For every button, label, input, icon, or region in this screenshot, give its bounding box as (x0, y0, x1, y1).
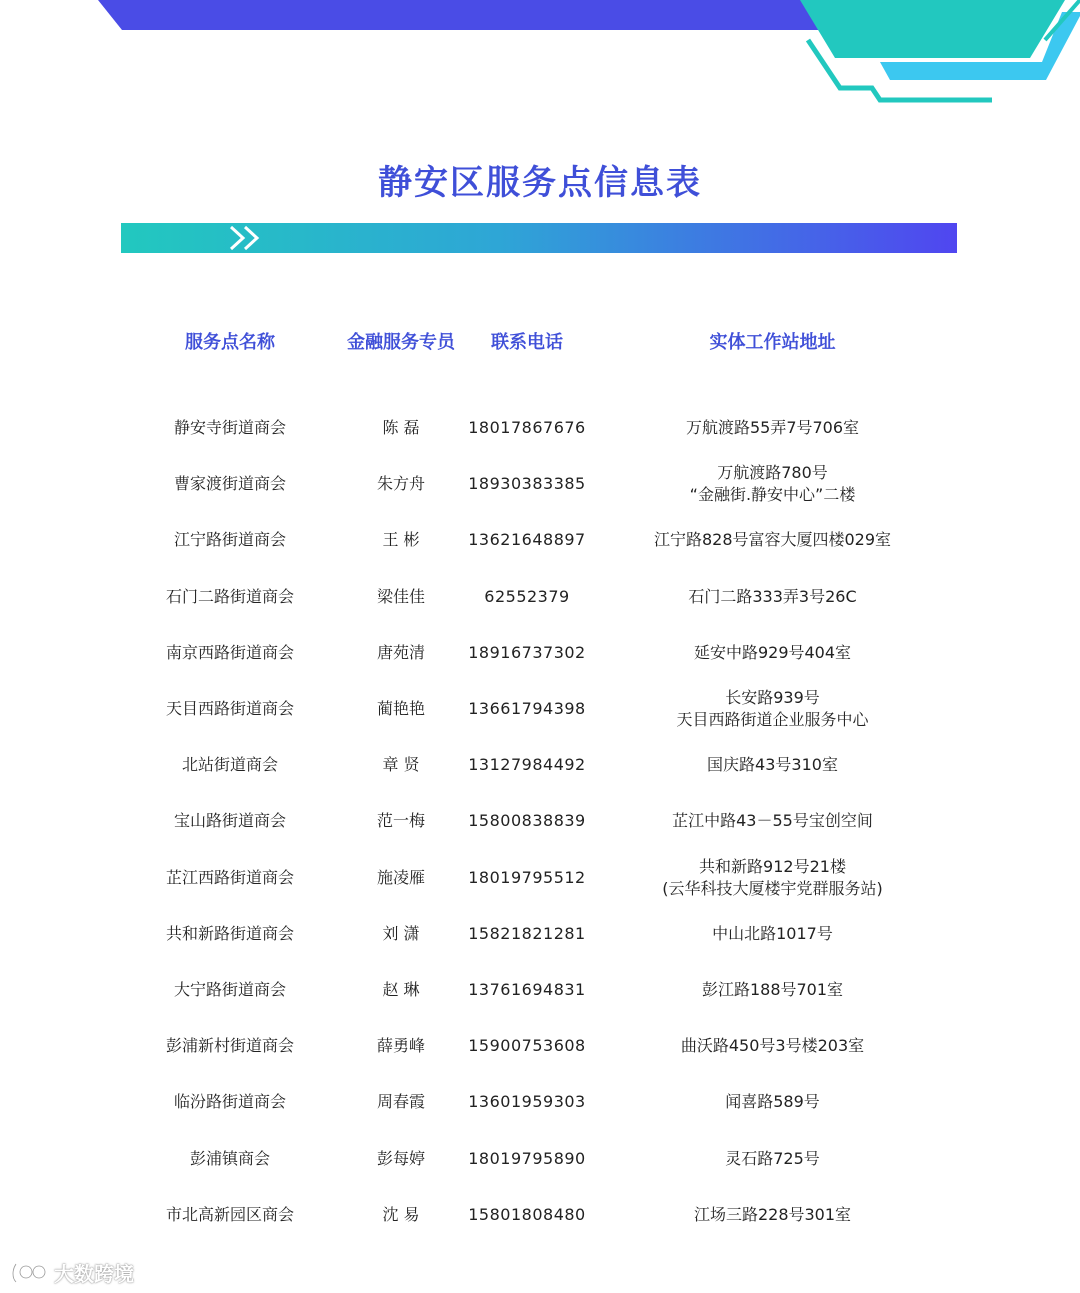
phone-number: 13601959303 (468, 1092, 586, 1111)
finance-agent-name: 陈 磊 (382, 418, 420, 437)
table-row (0, 462, 1080, 506)
address-cell (600, 462, 945, 506)
address-cell (600, 743, 945, 787)
finance-agent-name: 章 贤 (382, 755, 420, 774)
phone-number: 18019795512 (468, 868, 586, 887)
service-point-name: 大宁路街道商会 (173, 980, 286, 999)
phone-number: 13621648897 (468, 530, 586, 549)
address-line: 天目西路街道企业服务中心 (676, 710, 869, 729)
service-point-name: 曹家渡街道商会 (173, 474, 286, 493)
table-row (0, 575, 1080, 619)
address-cell (600, 575, 945, 619)
phone-number: 18916737302 (468, 643, 586, 662)
phone-number: 15800838839 (468, 811, 586, 830)
table-row (0, 968, 1080, 1012)
table-row (0, 1080, 1080, 1124)
finance-agent-name: 刘 潇 (382, 924, 420, 943)
address-cell (600, 856, 945, 900)
service-point-name: 南京西路街道商会 (165, 643, 294, 662)
finance-agent-name: 彭每婷 (376, 1149, 425, 1168)
address-cell (600, 687, 945, 731)
table-row (0, 406, 1080, 450)
header-service-point-name: 服务点名称 (185, 332, 275, 353)
phone-number: 15801808480 (468, 1205, 586, 1224)
finance-agent-name: 梁佳佳 (376, 587, 425, 606)
finance-agent-name: 施凌雁 (376, 868, 425, 887)
service-point-name: 彭浦新村街道商会 (165, 1036, 294, 1055)
address-line: 灵石路725号 (725, 1149, 820, 1168)
address-cell (600, 518, 945, 562)
finance-agent-name: 蔺艳艳 (376, 699, 425, 718)
address-line: 闻喜路589号 (725, 1092, 820, 1111)
address-cell (600, 1080, 945, 1124)
address-cell (600, 631, 945, 675)
service-point-name: 北站街道商会 (181, 755, 278, 774)
address-line: 共和新路912号21楼 (699, 857, 846, 876)
address-line: 中山北路1017号 (712, 924, 833, 943)
address-line: 江宁路828号富容大厦四楼029室 (653, 530, 892, 549)
address-cell (600, 968, 945, 1012)
top-banner-decoration (0, 0, 1080, 110)
phone-number: 13127984492 (468, 755, 586, 774)
phone-number: 62552379 (484, 587, 570, 606)
phone-number: 18017867676 (468, 418, 586, 437)
service-point-name: 彭浦镇商会 (189, 1149, 270, 1168)
finance-agent-name: 范一梅 (376, 811, 425, 830)
address-cell (600, 799, 945, 843)
address-line: 国庆路43号310室 (707, 755, 838, 774)
finance-agent-name: 王 彬 (382, 530, 420, 549)
service-point-name: 天目西路街道商会 (165, 699, 294, 718)
finance-agent-name: 沈 易 (382, 1205, 420, 1224)
finance-agent-name: 周春霞 (376, 1092, 425, 1111)
table-row (0, 856, 1080, 900)
service-point-name: 宝山路街道商会 (173, 811, 286, 830)
address-cell (600, 1137, 945, 1181)
table-row (0, 518, 1080, 562)
table-row (0, 799, 1080, 843)
header-address: 实体工作站地址 (709, 332, 836, 353)
table-row (0, 1024, 1080, 1068)
address-line: 彭江路188号701室 (701, 980, 844, 999)
address-line: 长安路939号 (725, 688, 820, 707)
address-line: 石门二路333弄3号26C (688, 587, 857, 606)
table-row (0, 1193, 1080, 1237)
table-row (0, 631, 1080, 675)
phone-number: 13661794398 (468, 699, 586, 718)
address-line: 曲沃路450号3号楼203室 (680, 1036, 865, 1055)
address-cell (600, 406, 945, 450)
finance-agent-name: 薛勇峰 (376, 1036, 425, 1055)
address-line: (云华科技大厦楼宇党群服务站) (662, 879, 883, 898)
address-line: 江场三路228号301室 (693, 1205, 852, 1224)
table-row (0, 687, 1080, 731)
service-point-name: 临汾路街道商会 (173, 1092, 286, 1111)
address-cell (600, 1193, 945, 1237)
phone-number: 18930383385 (468, 474, 586, 493)
address-cell (600, 912, 945, 956)
address-line: 万航渡路780号 (717, 463, 828, 482)
address-line: 芷江中路43－55号宝创空间 (672, 811, 873, 830)
address-line: “金融街.静安中心”二楼 (689, 485, 856, 504)
watermark-text: 大数跨境 (54, 1262, 134, 1286)
finance-agent-name: 唐苑清 (376, 643, 425, 662)
watermark (10, 1258, 134, 1287)
service-point-name: 芷江西路街道商会 (165, 868, 294, 887)
finance-agent-name: 朱方舟 (376, 474, 425, 493)
phone-number: 15900753608 (468, 1036, 586, 1055)
address-line: 延安中路929号404室 (693, 643, 852, 662)
service-point-name: 江宁路街道商会 (173, 530, 286, 549)
phone-number: 13761694831 (468, 980, 586, 999)
table-row (0, 912, 1080, 956)
phone-number: 15821821281 (468, 924, 586, 943)
phone-number: 18019795890 (468, 1149, 586, 1168)
header-finance-agent: 金融服务专员 (347, 332, 455, 353)
gradient-divider-bar (121, 223, 957, 253)
header-phone: 联系电话 (491, 332, 563, 353)
table-row (0, 743, 1080, 787)
page-title: 静安区服务点信息表 (378, 163, 702, 203)
service-point-name: 市北高新园区商会 (165, 1205, 294, 1224)
watermark-logo-icon (10, 1260, 48, 1286)
address-line: 万航渡路55弄7号706室 (685, 418, 860, 437)
service-point-name: 共和新路街道商会 (165, 924, 294, 943)
address-cell (600, 1024, 945, 1068)
service-point-name: 静安寺街道商会 (173, 418, 286, 437)
table-row (0, 1137, 1080, 1181)
finance-agent-name: 赵 琳 (382, 980, 420, 999)
service-point-name: 石门二路街道商会 (165, 587, 294, 606)
